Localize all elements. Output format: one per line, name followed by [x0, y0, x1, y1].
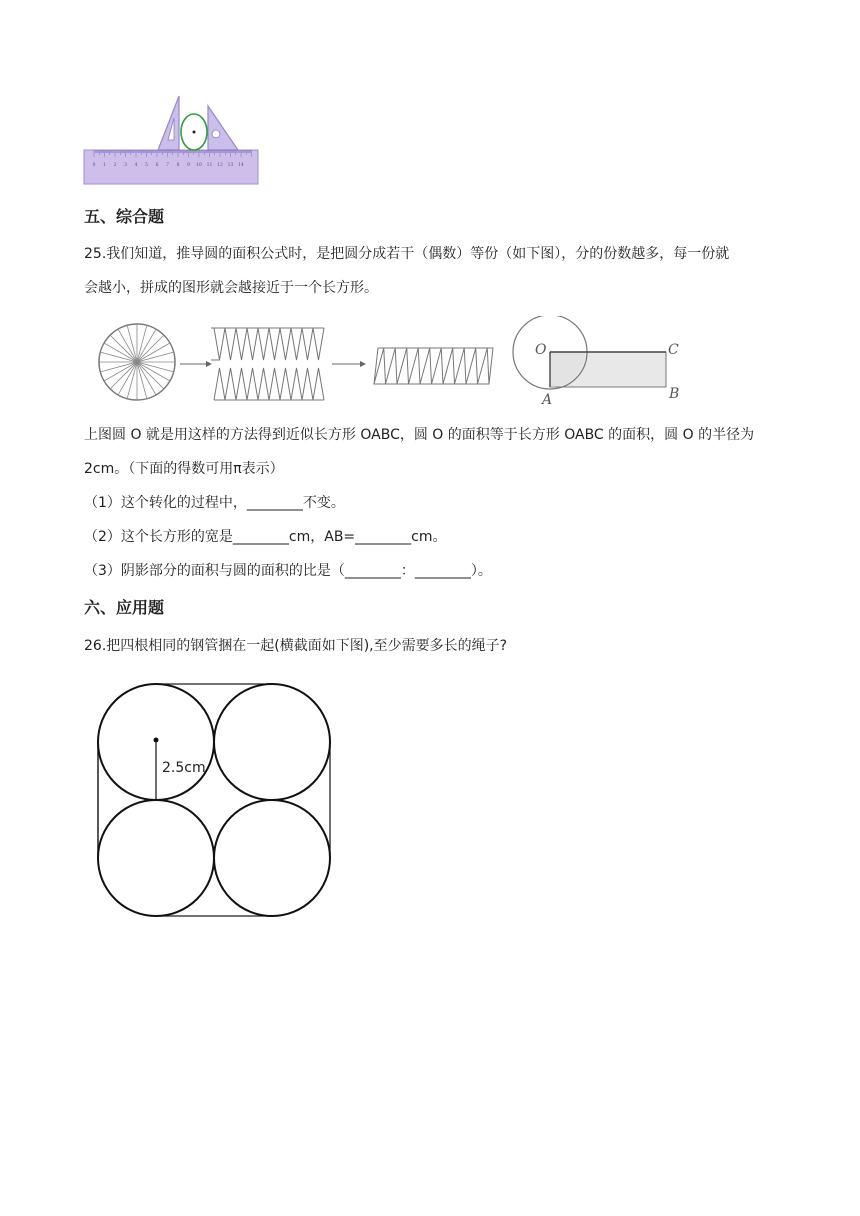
- ruler-tick-label: 1: [103, 163, 106, 168]
- q25-line1: 25.我们知道，推导圆的面积公式时，是把圆分成若干（偶数）等份（如下图），分的份数越多，每一份就: [84, 246, 730, 262]
- ruler-tick-label: 14: [238, 163, 244, 168]
- ruler-tick-label: 8: [176, 163, 180, 168]
- q25-desc2: 2cm。（下面的得数可用π表示）: [84, 461, 284, 477]
- section6-title: 六、应用题: [84, 598, 165, 617]
- label-a: A: [542, 392, 553, 408]
- label-o: O: [535, 342, 547, 358]
- pipe-circle: [214, 684, 330, 800]
- ruler-tick-label: 4: [134, 163, 138, 168]
- q25-sub3: （3）阴影部分的面积与圆的面积的比是（________：________）。: [84, 563, 492, 579]
- ruler-tick-label: 9: [187, 163, 190, 168]
- pipe-circle: [98, 800, 214, 916]
- ruler-tick-label: 5: [145, 163, 148, 168]
- label-b: B: [669, 386, 680, 402]
- arrow-icon: [180, 361, 212, 367]
- right-set-square: [208, 106, 238, 150]
- ruler-tick-label: 3: [124, 163, 127, 168]
- ruler-tick-label: 11: [206, 163, 213, 168]
- left-set-square: [158, 96, 179, 150]
- q25-sub1: （1）这个转化的过程中，________不变。: [84, 495, 345, 511]
- split-sectors: [211, 328, 324, 400]
- divided-circle: [99, 324, 175, 400]
- ruler-tick-label: 12: [217, 163, 223, 168]
- ruler-tick-label: 0: [92, 163, 96, 168]
- pipe-circle: [214, 800, 330, 916]
- arrow-icon: [332, 361, 366, 367]
- ruler-figure: [82, 92, 260, 188]
- ruler-tick-label: 10: [196, 163, 202, 168]
- q25-desc1: 上图圆 O 就是用这样的方法得到近似长方形 OABC，圆 O 的面积等于长方形 OABC 的面积，圆 O 的半径为: [84, 427, 755, 443]
- ruler-tick-label: 13: [227, 163, 234, 168]
- section5-title: 五、综合题: [84, 207, 165, 226]
- q26-text: 26.把四根相同的钢管捆在一起(横截面如下图),至少需要多长的绳子?: [84, 638, 508, 654]
- circle-to-rectangle-figure: [92, 316, 692, 408]
- q25-sub2: （2）这个长方形的宽是________cm，AB=________cm。: [84, 529, 447, 545]
- radius-label: 2.5cm: [162, 760, 206, 776]
- four-pipes-figure: [94, 682, 336, 920]
- ruler-tick-label: 7: [166, 163, 169, 168]
- approx-parallelogram: [374, 348, 493, 384]
- ruler-tick-label: 2: [113, 163, 117, 168]
- circle-o-rectangle: [513, 316, 679, 408]
- label-c: C: [668, 342, 679, 358]
- q25-line2: 会越小，拼成的图形就会越接近于一个长方形。: [84, 280, 378, 296]
- ruler-tick-label: 6: [155, 163, 159, 168]
